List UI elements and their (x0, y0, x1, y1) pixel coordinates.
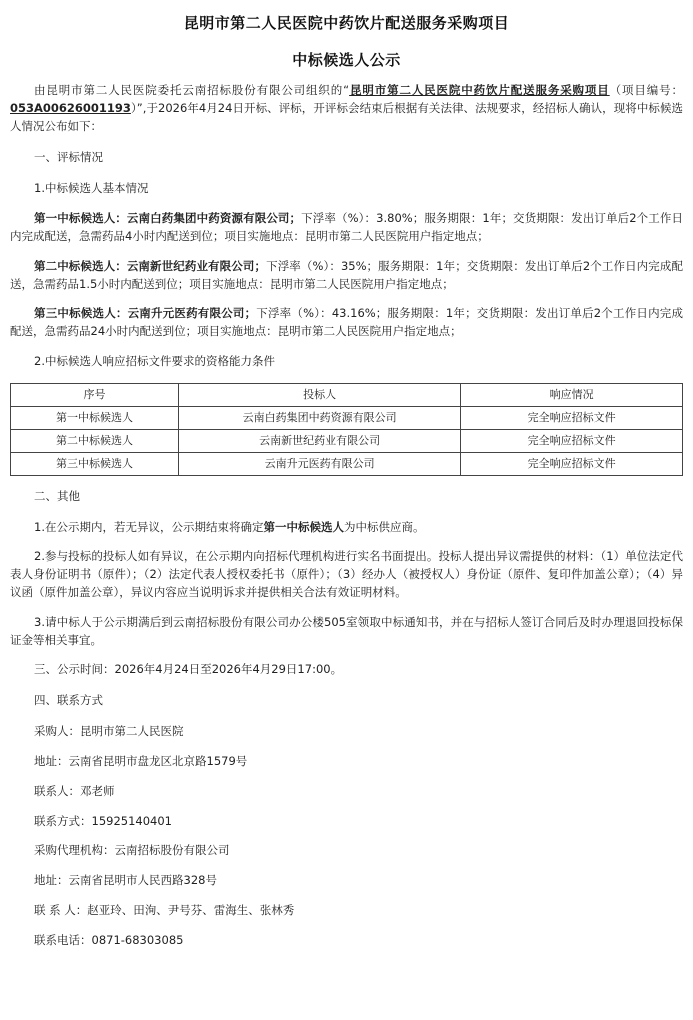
document-title: 昆明市第二人民医院中药饮片配送服务采购项目 (183, 14, 510, 32)
section2-p1-text: 1.在公示期内，若无异议，公示期结束将确定 (34, 519, 264, 534)
table-cell: 完全响应招标文件 (461, 429, 683, 452)
candidate-2-text: 下浮率（%）：35%；服务期限：1年；交货期限：发出订单后2个工作日内完成配送，急需药品1.5小时内配送到位；项目实施地点：昆明市第二人民医院用户指定地点； (10, 258, 683, 291)
table-cell: 第一中标候选人 (11, 406, 179, 429)
intro-text-1: 由昆明市第二人民医院委托云南招标股份有限公司组织的“ (34, 83, 350, 97)
contact-purchaser-address: 地址：云南省昆明市盘龙区北京路1579号 (34, 753, 248, 768)
section2-p1-tail: 为中标供应商。 (343, 519, 425, 534)
table-cell: 云南升元医药有限公司 (179, 452, 461, 475)
candidate-1-label: 第一中标候选人：云南白药集团中药资源有限公司； (34, 211, 302, 226)
section1-heading: 一、评标情况 (34, 150, 103, 165)
section2-p2: 2.参与投标的投标人如有异议，在公示期内向招标代理机构进行实名书面提出。投标人提出异议需提供的材料：（1）单位法定代表人身份证明书（原件）；（2）法定代表人授权委托书（原件）；（3）经办人（被授权人）身份证（原件、复印件加盖公章）；（4）异议函（原件加盖公章），异议内容应当说明诉求并提供相关合法有效证明材料。 (10, 549, 683, 599)
table-row (11, 406, 683, 429)
table-cell: 第二中标候选人 (11, 429, 179, 452)
qualification-table (10, 383, 683, 476)
intro-text-3: ）”,于2026年4月24日开标、评标，开评标会结束后根据有关法律、法规要求，经招标人确认，现将中标候选人情况公布如下： (10, 100, 683, 133)
project-code: 053A00626001193 (10, 100, 131, 115)
table-row (11, 429, 683, 452)
contact-purchaser: 采购人：昆明市第二人民医院 (34, 724, 184, 739)
contact-purchaser-person: 联系人：邓老师 (34, 783, 115, 798)
section2-p1 (10, 519, 683, 537)
contact-agency-phone: 联系电话：0871-68303085 (34, 932, 184, 947)
section1-sub1: 1.中标候选人基本情况 (34, 181, 149, 196)
table-header: 投标人 (179, 383, 461, 406)
table-cell: 完全响应招标文件 (461, 452, 683, 475)
table-cell: 云南白药集团中药资源有限公司 (179, 406, 461, 429)
table-header: 响应情况 (461, 383, 683, 406)
candidate-3-text: 下浮率（%）：43.16%；服务期限：1年；交货期限：发出订单后2个工作日内完成配送，急需药品24小时内配送到位；项目实施地点：昆明市第二人民医院用户指定地点； (10, 306, 683, 339)
table-header-row (11, 383, 683, 406)
intro-paragraph (10, 82, 683, 135)
project-name: 昆明市第二人民医院中药饮片配送服务采购项目 (349, 83, 610, 97)
section2-heading: 二、其他 (34, 488, 80, 503)
candidate-3-label: 第三中标候选人：云南升元医药有限公司； (34, 306, 257, 321)
table-cell: 第三中标候选人 (11, 452, 179, 475)
intro-text-2: （项目编号： (609, 83, 684, 97)
section4-heading: 四、联系方式 (34, 693, 103, 708)
candidate-3 (10, 305, 683, 341)
section2-p1-bold: 第一中标候选人 (263, 519, 344, 534)
contact-purchaser-phone: 联系方式：15925140401 (34, 813, 172, 828)
table-cell: 云南新世纪药业有限公司 (179, 429, 461, 452)
table-row (11, 452, 683, 475)
contact-agency: 采购代理机构：云南招标股份有限公司 (34, 843, 230, 858)
section2-p3: 3.请中标人于公示期满后到云南招标股份有限公司办公楼505室领取中标通知书，并在与招标人签订合同后及时办理退回投标保证金等相关事宜。 (10, 614, 683, 647)
table-cell: 完全响应招标文件 (461, 406, 683, 429)
document-subtitle: 中标候选人公示 (292, 51, 401, 69)
candidate-1-text: 下浮率（%）：3.80%；服务期限：1年；交货期限：发出订单后2个工作日内完成配送，急需药品4小时内配送到位；项目实施地点：昆明市第二人民医院用户指定地点； (10, 211, 684, 243)
candidate-2-label: 第二中标候选人：云南新世纪药业有限公司； (34, 258, 266, 273)
contact-agency-address: 地址：云南省昆明市人民西路328号 (34, 873, 217, 888)
candidate-2 (10, 258, 683, 294)
candidate-1 (10, 210, 683, 246)
contact-agency-persons: 联 系 人：赵亚玲、田洵、尹号芬、雷海生、张林秀 (34, 902, 295, 917)
table-header: 序号 (11, 383, 179, 406)
section1-sub2: 2.中标候选人响应招标文件要求的资格能力条件 (34, 353, 275, 368)
section3-heading: 三、公示时间：2026年4月24日至2026年4月29日17:00。 (34, 662, 343, 677)
document-body (10, 82, 683, 962)
